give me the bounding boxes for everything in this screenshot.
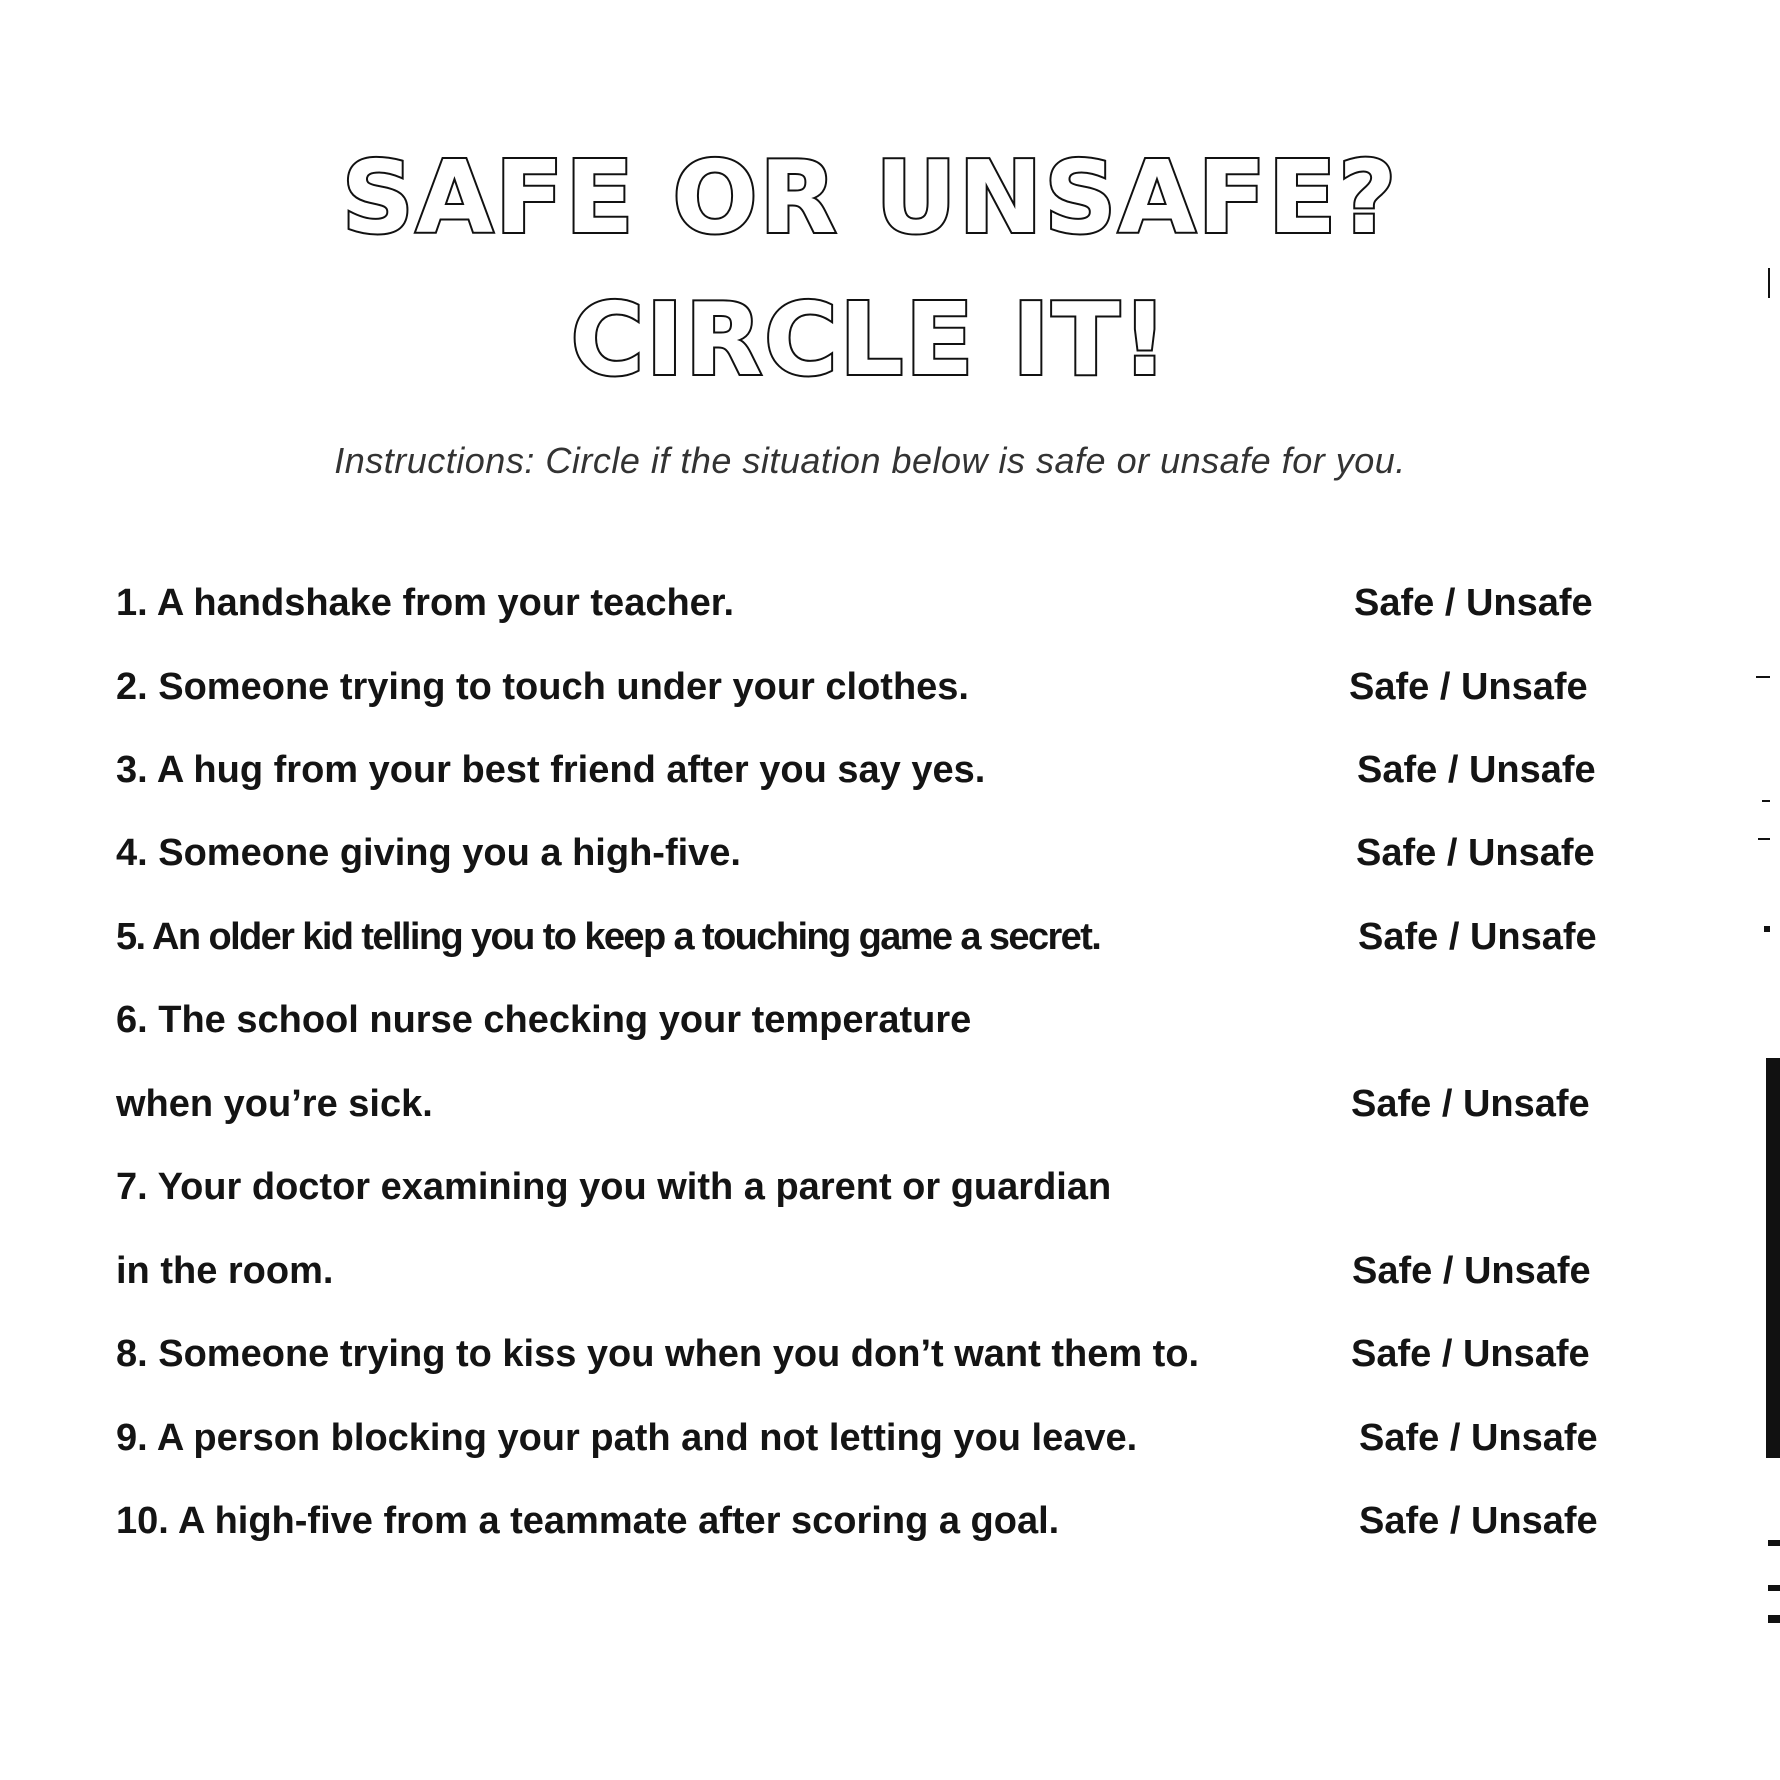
- item-7-text-continued: in the room.: [116, 1250, 334, 1292]
- instructions-text: Instructions: Circle if the situation below is safe or unsafe for you.: [334, 440, 1406, 481]
- item-10-text: 10. A high-five from a teammate after scoring a goal.: [116, 1500, 1060, 1542]
- item-7-text: 7. Your doctor examining you with a parent or guardian: [116, 1166, 1112, 1208]
- item-7-choice[interactable]: Safe / Unsafe: [1352, 1250, 1591, 1292]
- scan-artifact: [1768, 268, 1770, 298]
- worksheet-title-line-1: SAFE OR UNSAFE?: [341, 139, 1399, 256]
- item-2-text: 2. Someone trying to touch under your clothes.: [116, 666, 969, 708]
- item-6-text: 6. The school nurse checking your temperature: [116, 999, 972, 1041]
- item-4-choice[interactable]: Safe / Unsafe: [1356, 832, 1595, 874]
- scan-artifact: [1768, 1585, 1780, 1591]
- item-1-text: 1. A handshake from your teacher.: [116, 582, 735, 624]
- scan-artifact: [1764, 926, 1770, 932]
- item-1-choice[interactable]: Safe / Unsafe: [1354, 582, 1593, 624]
- item-2-choice[interactable]: Safe / Unsafe: [1349, 666, 1588, 708]
- item-5-text: 5. An older kid telling you to keep a touching game a secret.: [116, 916, 1101, 958]
- scan-artifact: [1766, 1058, 1780, 1458]
- scan-artifact: [1758, 838, 1770, 840]
- item-6-text-continued: when you’re sick.: [116, 1083, 433, 1125]
- scan-artifact: [1768, 1615, 1780, 1623]
- item-9-choice[interactable]: Safe / Unsafe: [1359, 1417, 1598, 1459]
- item-9-text: 9. A person blocking your path and not letting you leave.: [116, 1417, 1138, 1459]
- scan-artifact: [1768, 1540, 1780, 1546]
- worksheet-title-line-2: CIRCLE IT!: [570, 281, 1170, 398]
- item-3-choice[interactable]: Safe / Unsafe: [1357, 749, 1596, 791]
- item-4-text: 4. Someone giving you a high-five.: [116, 832, 741, 874]
- item-10-choice[interactable]: Safe / Unsafe: [1359, 1500, 1598, 1542]
- item-6-choice[interactable]: Safe / Unsafe: [1351, 1083, 1590, 1125]
- item-8-text: 8. Someone trying to kiss you when you don’t want them to.: [116, 1333, 1200, 1375]
- item-3-text: 3. A hug from your best friend after you say yes.: [116, 749, 986, 791]
- item-5-choice[interactable]: Safe / Unsafe: [1358, 916, 1597, 958]
- scan-artifact: [1756, 676, 1770, 678]
- scan-artifact: [1762, 800, 1770, 802]
- item-8-choice[interactable]: Safe / Unsafe: [1351, 1333, 1590, 1375]
